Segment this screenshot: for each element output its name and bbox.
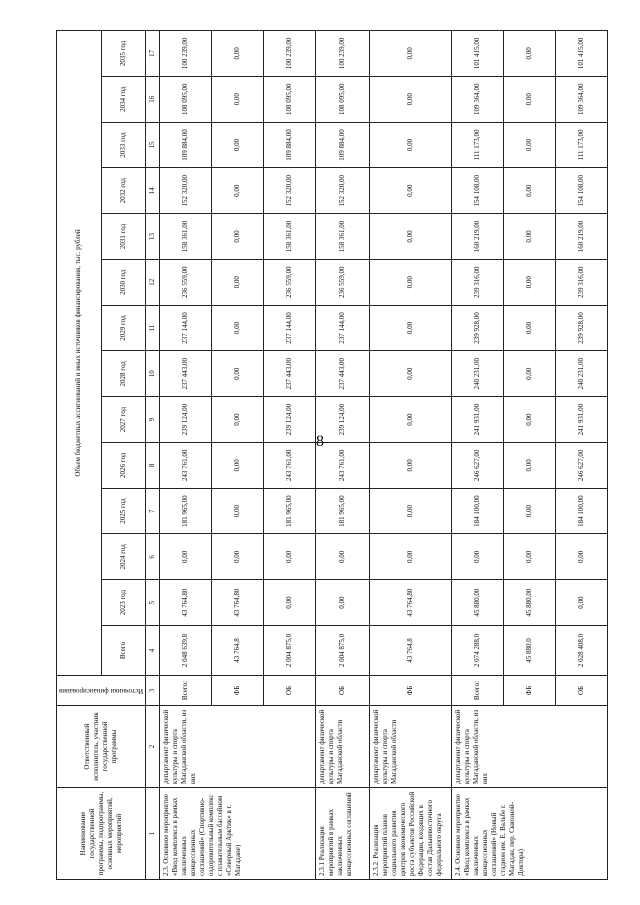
header-year: 2032 год [101, 168, 146, 214]
row-value: 100 239,00 [316, 31, 370, 77]
row-value: 239 316,00 [556, 259, 608, 305]
row-value: 243 761,00 [160, 442, 212, 488]
row-value: 236 559,00 [160, 259, 212, 305]
page-number: 8 [316, 433, 324, 450]
header-year: 2028 год [101, 351, 146, 397]
row-value: 2 074 288,0 [452, 626, 504, 676]
row-value: 181 965,00 [316, 488, 370, 534]
row-source: ОБ [556, 676, 608, 706]
column-index: 12 [146, 259, 160, 305]
column-index: 2 [146, 706, 160, 788]
row-value: 236 559,00 [316, 259, 370, 305]
header-source-label: Источники финансирования [59, 687, 144, 695]
row-value: 0,00 [452, 534, 504, 580]
row-value: 101 415,00 [452, 31, 504, 77]
column-index: 1 [146, 788, 160, 880]
row-value: 0,00 [504, 259, 556, 305]
header-year: 2025 год [101, 488, 146, 534]
row-source: ОБ [264, 676, 316, 706]
table-row [452, 31, 504, 880]
row-value: 109 364,00 [556, 76, 608, 122]
rotated-landscape-table [56, 30, 596, 880]
row-value: 0,00 [504, 214, 556, 260]
row-value: 241 931,00 [452, 397, 504, 443]
row-value: 109 884,00 [160, 122, 212, 168]
column-index: 16 [146, 76, 160, 122]
row-value: 181 965,00 [264, 488, 316, 534]
row-source: ФБ [370, 676, 452, 706]
column-index-row [146, 31, 160, 880]
table-body [160, 31, 608, 880]
header-total: Всего [101, 626, 146, 676]
row-executor: департамент физической культуры и спорта Магаданской области [370, 706, 452, 788]
row-value: 239 124,00 [264, 397, 316, 443]
row-source: Всего: [160, 676, 212, 706]
row-value: 0,00 [212, 76, 264, 122]
header-year: 2030 год [101, 259, 146, 305]
row-value: 43 764,80 [160, 580, 212, 626]
row-value: 243 761,00 [316, 442, 370, 488]
row-value: 0,00 [212, 259, 264, 305]
row-value: 43 764,8 [370, 626, 452, 676]
row-value: 152 320,00 [160, 168, 212, 214]
row-value: 160 219,00 [452, 214, 504, 260]
row-value: 109 884,00 [316, 122, 370, 168]
row-value: 0,00 [212, 397, 264, 443]
header-year: 2029 год [101, 305, 146, 351]
row-value: 0,00 [504, 397, 556, 443]
financing-table [56, 30, 608, 880]
row-value: 0,00 [316, 580, 370, 626]
row-executor: департамент физической культуры и спорта Магаданской области, из них [160, 706, 316, 788]
row-value: 237 443,00 [316, 351, 370, 397]
table-row [160, 31, 212, 880]
row-value: 237 443,00 [160, 351, 212, 397]
row-value: 240 231,00 [452, 351, 504, 397]
row-value: 0,00 [556, 580, 608, 626]
row-value: 43 764,8 [212, 626, 264, 676]
row-value: 0,00 [504, 534, 556, 580]
row-value: 246 627,00 [556, 442, 608, 488]
header-year: 2034 год [101, 76, 146, 122]
table-row [370, 31, 452, 880]
row-value: 239 928,00 [556, 305, 608, 351]
row-value: 181 965,00 [160, 488, 212, 534]
column-index: 3 [146, 676, 160, 706]
row-value: 0,00 [370, 488, 452, 534]
row-value: 0,00 [264, 534, 316, 580]
row-value: 0,00 [504, 488, 556, 534]
row-value: 2 004 875,0 [264, 626, 316, 676]
row-value: 0,00 [212, 305, 264, 351]
row-value: 101 415,00 [556, 31, 608, 77]
row-value: 246 627,00 [452, 442, 504, 488]
row-value: 111 173,00 [556, 122, 608, 168]
row-executor: департамент физической культуры и спорта Магаданской области [316, 706, 370, 788]
row-value: 0,00 [370, 214, 452, 260]
row-value: 0,00 [212, 351, 264, 397]
row-value: 2 004 875,0 [316, 626, 370, 676]
row-value: 154 108,00 [452, 168, 504, 214]
row-value: 45 880,0 [504, 626, 556, 676]
row-value: 43 764,80 [212, 580, 264, 626]
row-value: 241 931,00 [556, 397, 608, 443]
row-value: 0,00 [316, 534, 370, 580]
row-value: 45 880,00 [452, 580, 504, 626]
row-value: 0,00 [504, 351, 556, 397]
row-value: 0,00 [370, 259, 452, 305]
column-index: 13 [146, 214, 160, 260]
row-value: 0,00 [212, 31, 264, 77]
column-index: 6 [146, 534, 160, 580]
header-executor: Ответственный исполнитель, участник государственной программы [57, 706, 146, 788]
row-source: Всего: [452, 676, 504, 706]
column-index: 15 [146, 122, 160, 168]
row-value: 2 028 408,0 [556, 626, 608, 676]
row-value: 158 361,00 [264, 214, 316, 260]
header-program: Наименование государственной программы, подпрограммы, основных мероприятий, мероприятий [57, 788, 146, 880]
row-value: 0,00 [212, 442, 264, 488]
header-source [57, 676, 146, 706]
row-value: 0,00 [212, 168, 264, 214]
row-value: 0,00 [370, 397, 452, 443]
row-value: 0,00 [370, 31, 452, 77]
row-value: 243 761,00 [264, 442, 316, 488]
row-value: 239 928,00 [452, 305, 504, 351]
row-program-name: 2.3.1 Реализация мероприятий в рамках заключенных концессионных соглашений [316, 788, 370, 880]
column-index: 11 [146, 305, 160, 351]
row-value: 239 124,00 [316, 397, 370, 443]
column-index: 14 [146, 168, 160, 214]
column-index: 4 [146, 626, 160, 676]
row-value: 0,00 [212, 214, 264, 260]
row-value: 0,00 [370, 168, 452, 214]
row-value: 184 100,00 [452, 488, 504, 534]
row-source: ОБ [316, 676, 370, 706]
row-value: 0,00 [370, 442, 452, 488]
row-value: 239 316,00 [452, 259, 504, 305]
row-value: 237 144,00 [160, 305, 212, 351]
row-value: 0,00 [212, 488, 264, 534]
row-value: 0,00 [370, 122, 452, 168]
row-source: ФБ [212, 676, 264, 706]
row-value: 0,00 [212, 534, 264, 580]
header-year: 2023 год [101, 580, 146, 626]
row-value: 0,00 [504, 305, 556, 351]
row-value: 0,00 [370, 305, 452, 351]
row-value: 237 144,00 [316, 305, 370, 351]
column-index: 10 [146, 351, 160, 397]
row-value: 0,00 [504, 168, 556, 214]
row-value: 0,00 [504, 76, 556, 122]
row-executor: департамент физической культуры и спорта Магаданской области, из них [452, 706, 608, 788]
row-value: 0,00 [504, 442, 556, 488]
header-year: 2031 год [101, 214, 146, 260]
row-value: 108 095,00 [264, 76, 316, 122]
row-value: 0,00 [504, 122, 556, 168]
row-value: 0,00 [160, 534, 212, 580]
header-year: 2026 год [101, 442, 146, 488]
row-value: 0,00 [370, 351, 452, 397]
row-value: 0,00 [504, 31, 556, 77]
row-value: 236 559,00 [264, 259, 316, 305]
row-value: 154 108,00 [556, 168, 608, 214]
row-value: 240 231,00 [556, 351, 608, 397]
row-value: 160 219,00 [556, 214, 608, 260]
row-value: 184 100,00 [556, 488, 608, 534]
row-value: 0,00 [264, 580, 316, 626]
row-value: 0,00 [370, 76, 452, 122]
row-value: 109 884,00 [264, 122, 316, 168]
row-value: 45 880,00 [504, 580, 556, 626]
row-value: 100 239,00 [264, 31, 316, 77]
row-value: 111 173,00 [452, 122, 504, 168]
row-program-name: 2.3.2. Реализация мероприятий планов социального развития центров экономического роста субъектов Российской Федерации, входящих в состав Дальневосточного федерального округа [370, 788, 452, 880]
row-value: 158 361,00 [160, 214, 212, 260]
table-row [316, 31, 370, 880]
row-source: ФБ [504, 676, 556, 706]
row-value: 108 095,00 [160, 76, 212, 122]
row-value: 152 320,00 [316, 168, 370, 214]
header-year: 2024 год [101, 534, 146, 580]
row-value: 109 364,00 [452, 76, 504, 122]
row-value: 43 764,80 [370, 580, 452, 626]
row-value: 237 144,00 [264, 305, 316, 351]
row-value: 152 320,00 [264, 168, 316, 214]
row-value: 0,00 [370, 534, 452, 580]
column-index: 7 [146, 488, 160, 534]
row-program-name: 2.3. Основное мероприятие «Ввод комплекса в рамках заключенных концессионных соглашений» (Спортивно-оздоровительный комплекс с плавательным бассейном «Северный Арктик» в г. Магадане) [160, 788, 316, 880]
row-value: 0,00 [556, 534, 608, 580]
header-year: 2035 год [101, 31, 146, 77]
row-value: 0,00 [212, 122, 264, 168]
column-index: 8 [146, 442, 160, 488]
column-index: 9 [146, 397, 160, 443]
column-index: 5 [146, 580, 160, 626]
row-program-name: 2.4. Основное мероприятие «Ввод комплекса в рамках заключенных концессионных соглашений» (Новый стадион им. Е. Вальбе г. Магадан, пер. Сквозной-Доктора) [452, 788, 608, 880]
row-value: 100 239,00 [160, 31, 212, 77]
row-value: 2 048 639,8 [160, 626, 212, 676]
row-value: 239 124,00 [160, 397, 212, 443]
row-value: 237 443,00 [264, 351, 316, 397]
header-year: 2033 год [101, 122, 146, 168]
header-volume: Объем бюджетных ассигнований и иных источников финансирования, тыс. рублей [57, 31, 102, 676]
row-value: 108 095,00 [316, 76, 370, 122]
column-index: 17 [146, 31, 160, 77]
header-year: 2027 год [101, 397, 146, 443]
row-value: 158 361,00 [316, 214, 370, 260]
